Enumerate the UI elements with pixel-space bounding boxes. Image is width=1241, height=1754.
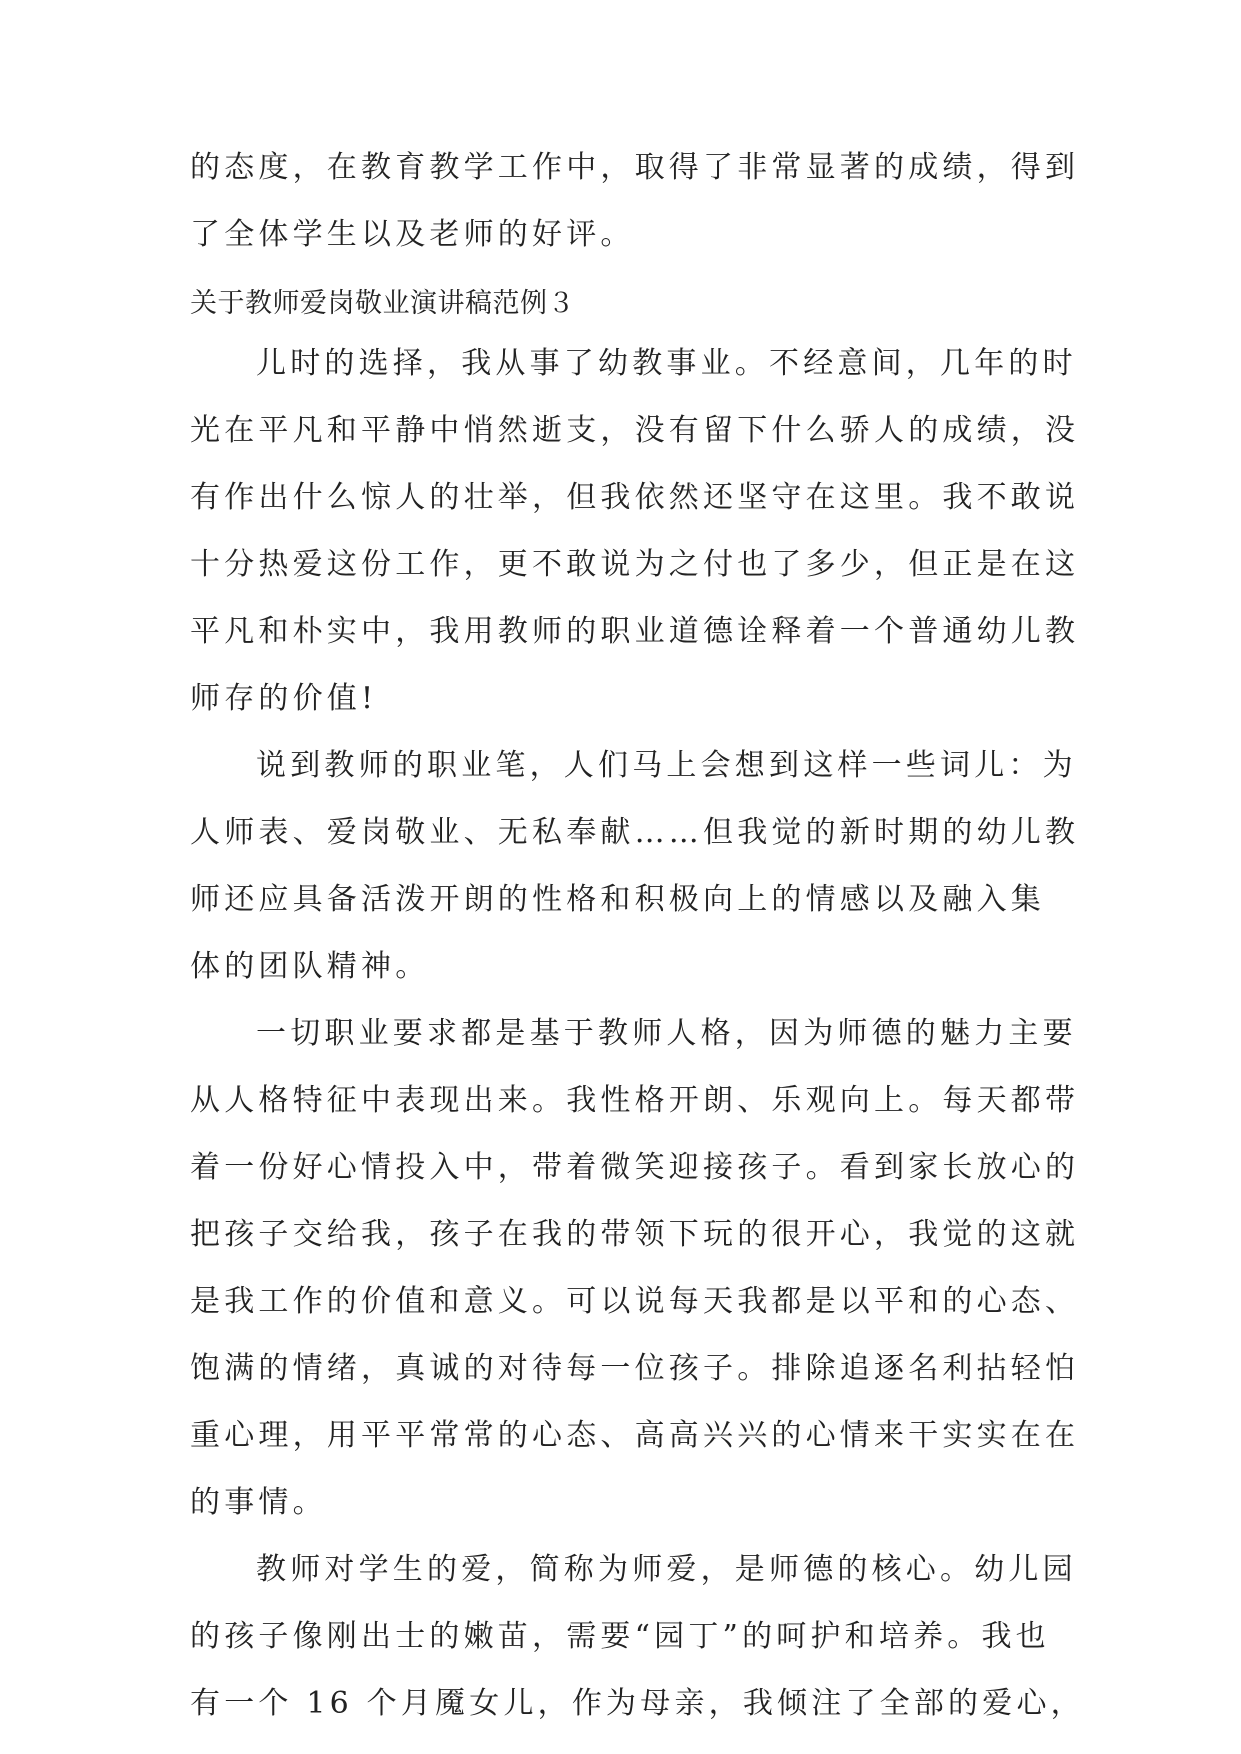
paragraph-3-line: 饱满的情绪，真诚的对待每一位孩子。排除追逐名利拈轻怕 [190, 1351, 1080, 1386]
paragraph-1-line: 儿时的选择，我从事了幼教事业。不经意间，几年的时 [256, 346, 1077, 381]
paragraph-3-line: 是我工作的价值和意义。可以说每天我都是以平和的心态、 [190, 1284, 1080, 1319]
paragraph-2-line: 人师表、爱岗敬业、无私奉献……但我觉的新时期的幼儿教 [190, 815, 1080, 850]
paragraph-3-line: 的事情。 [190, 1485, 327, 1520]
paragraph-4-line: 的孩子像刚出士的嫩苗，需要“园丁”的呵护和培养。我也 [190, 1619, 1050, 1654]
text-line: 的态度，在教育教学工作中，取得了非常显著的成绩，得到 [190, 150, 1080, 185]
paragraph-1-line: 平凡和朴实中，我用教师的职业道德诠释着一个普通幼儿教 [190, 614, 1080, 649]
paragraph-1-line: 有作出什么惊人的壮举，但我依然还坚守在这里。我不敢说 [190, 480, 1080, 515]
paragraph-2-line: 说到教师的职业笔，人们马上会想到这样一些词儿：为 [256, 748, 1077, 783]
paragraph-4-line: 有一个 16 个月魇女儿，作为母亲，我倾注了全部的爱心， [190, 1686, 1085, 1721]
paragraph-3-line: 从人格特征中表现出来。我性格开朗、乐观向上。每天都带 [190, 1083, 1080, 1118]
paragraph-2-line: 师还应具备活泼开朗的性格和积极向上的情感以及融入集 [190, 882, 1045, 917]
paragraph-1-line: 光在平凡和平静中悄然逝支，没有留下什么骄人的成绩，没 [190, 413, 1080, 448]
paragraph-3-line: 一切职业要求都是基于教师人格，因为师德的魅力主要 [256, 1016, 1077, 1051]
paragraph-2-line: 体的团队精神。 [190, 949, 430, 984]
paragraph-3-line: 重心理，用平平常常的心态、高高兴兴的心情来干实实在在 [190, 1418, 1080, 1453]
text-line: 了全体学生以及老师的好评。 [190, 217, 635, 252]
paragraph-1-line: 师存的价值! [190, 681, 378, 716]
paragraph-1-line: 十分热爱这份工作，更不敢说为之付也了多少，但正是在这 [190, 547, 1080, 582]
section-heading: 关于教师爱岗敬业演讲稿范例３ [190, 288, 575, 319]
paragraph-3-line: 把孩子交给我，孩子在我的带领下玩的很开心，我觉的这就 [190, 1217, 1080, 1252]
paragraph-3-line: 着一份好心情投入中，带着微笑迎接孩子。看到家长放心的 [190, 1150, 1080, 1185]
paragraph-4-line: 教师对学生的爱，简称为师爱，是师德的核心。幼儿园 [256, 1552, 1077, 1587]
